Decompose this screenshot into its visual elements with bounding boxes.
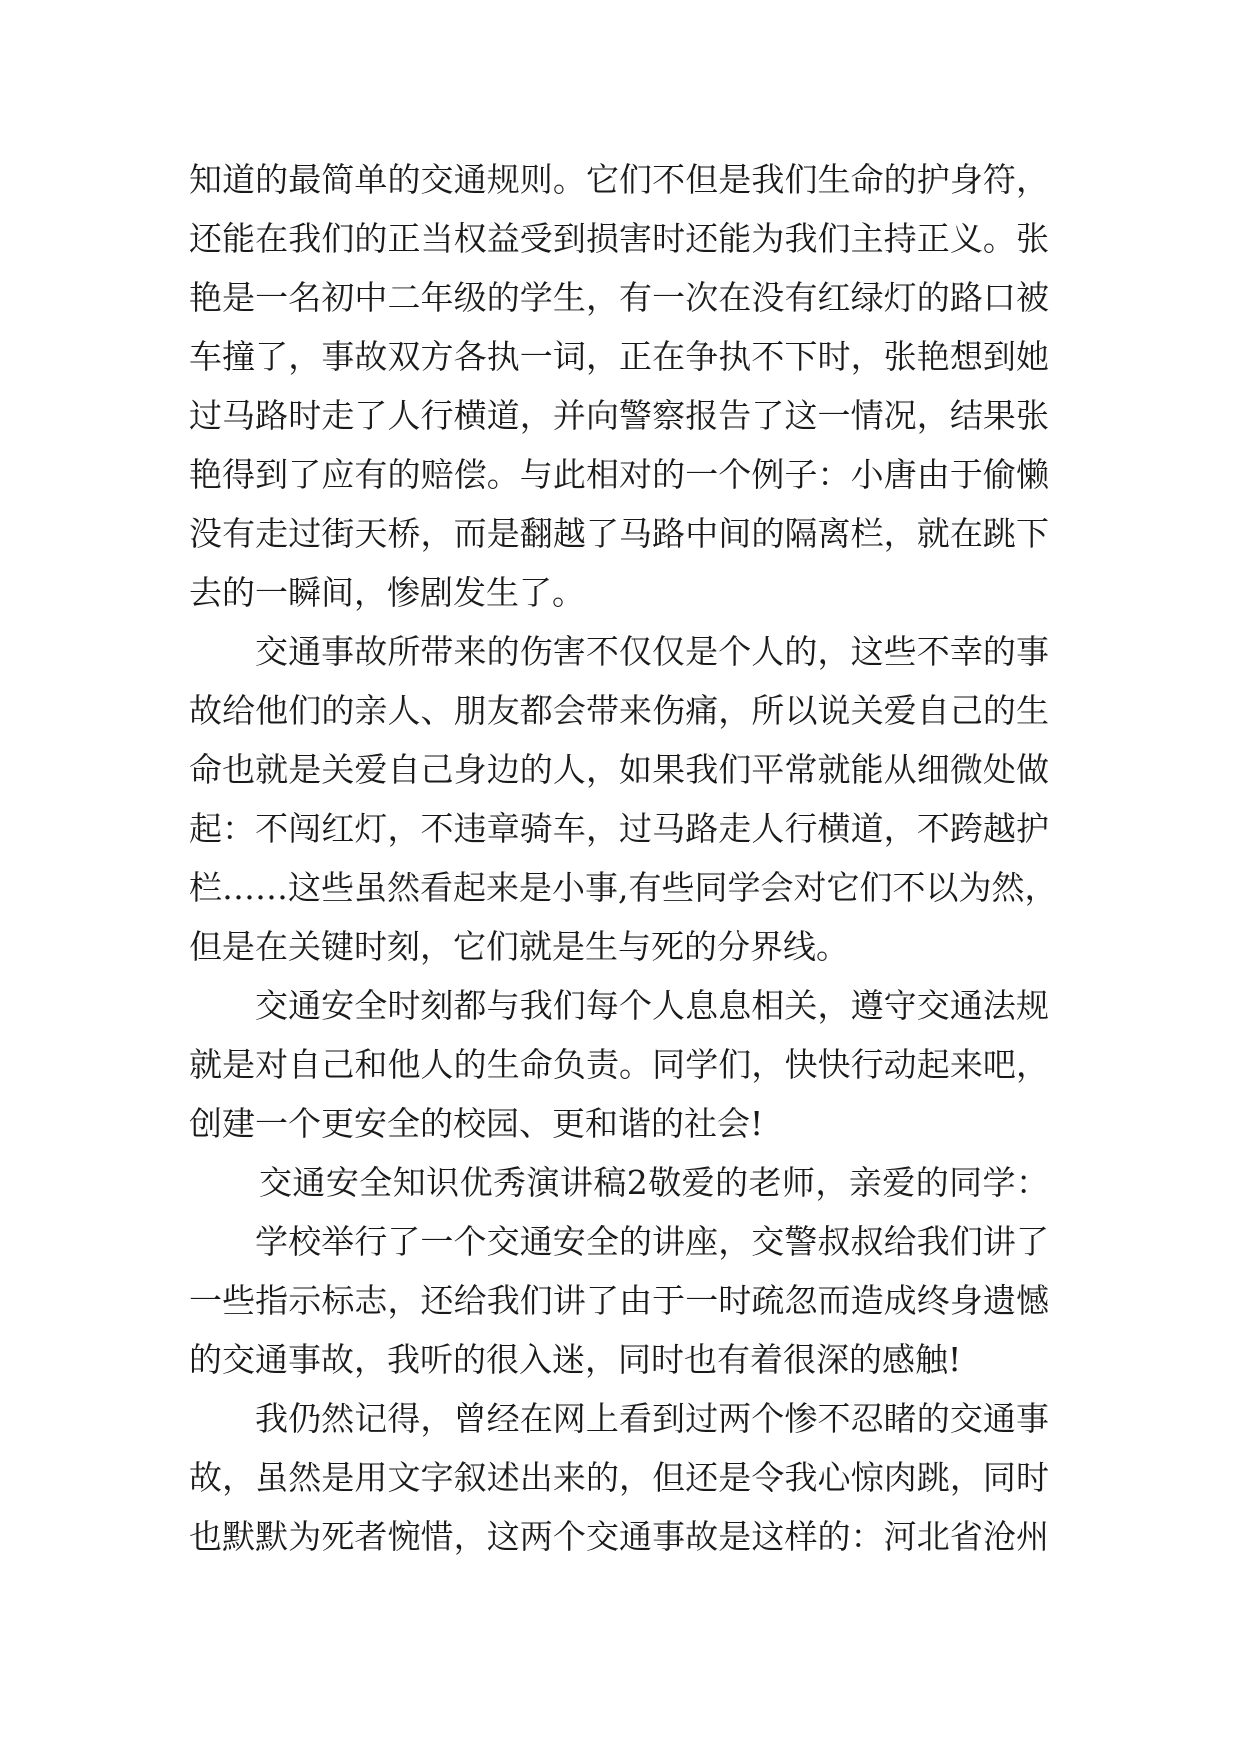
paragraph-first-line: 交通事故所带来的伤害不仅仅是个人的，这些不幸的事 (255, 632, 1049, 671)
text-line: 但是在关键时刻，它们就是生与死的分界线。 (189, 927, 849, 966)
text-line: 栏……这些虽然看起来是小事,有些同学会对它们不以为然， (189, 868, 1058, 907)
speech-heading-line: 交通安全知识优秀演讲稿2敬爱的老师，亲爱的同学： (259, 1163, 1049, 1202)
text-line: 过马路时走了人行横道，并向警察报告了这一情况，结果张 (189, 396, 1049, 435)
text-line: 艳是一名初中二年级的学生，有一次在没有红绿灯的路口被 (189, 278, 1049, 317)
text-line: 起：不闯红灯，不违章骑车，过马路走人行横道，不跨越护 (189, 809, 1049, 848)
text-line: 知道的最简单的交通规则。它们不但是我们生命的护身符， (189, 160, 1049, 199)
paragraph-first-line: 交通安全时刻都与我们每个人息息相关，遵守交通法规 (255, 986, 1049, 1025)
paragraph-first-line: 学校举行了一个交通安全的讲座，交警叔叔给我们讲了 (255, 1222, 1049, 1261)
text-line: 车撞了，事故双方各执一词，正在争执不下时，张艳想到她 (189, 337, 1049, 376)
text-line: 没有走过街天桥，而是翻越了马路中间的隔离栏，就在跳下 (189, 514, 1049, 553)
text-line: 还能在我们的正当权益受到损害时还能为我们主持正义。张 (189, 219, 1049, 258)
text-line: 故给他们的亲人、朋友都会带来伤痛，所以说关爱自己的生 (189, 691, 1049, 730)
paragraph-first-line: 我仍然记得，曾经在网上看到过两个惨不忍睹的交通事 (255, 1399, 1049, 1438)
text-line: 创建一个更安全的校园、更和谐的社会! (189, 1104, 764, 1143)
text-line: 故，虽然是用文字叙述出来的，但还是令我心惊肉跳，同时 (189, 1458, 1049, 1497)
text-line: 命也就是关爱自己身边的人，如果我们平常就能从细微处做 (189, 750, 1049, 789)
text-line: 就是对自己和他人的生命负责。同学们，快快行动起来吧， (189, 1045, 1049, 1084)
text-line: 也默默为死者惋惜，这两个交通事故是这样的：河北省沧州 (189, 1517, 1049, 1556)
text-line: 去的一瞬间，惨剧发生了。 (189, 573, 585, 612)
text-line: 艳得到了应有的赔偿。与此相对的一个例子：小唐由于偷懒 (189, 455, 1049, 494)
text-line: 一些指示标志，还给我们讲了由于一时疏忽而造成终身遗憾 (189, 1281, 1049, 1320)
text-line: 的交通事故，我听的很入迷，同时也有着很深的感触! (189, 1340, 962, 1379)
